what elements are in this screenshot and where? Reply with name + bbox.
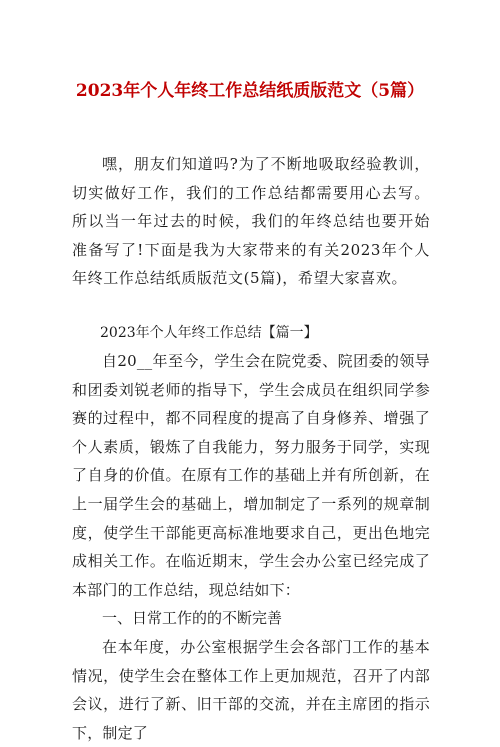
section-title: 2023年个人年终工作总结【篇一】 xyxy=(100,324,318,341)
document-body xyxy=(72,150,430,747)
body-paragraph-2: 在本年度，办公室根据学生会各部门工作的基本情况，使学生会在整体工作上更加规范，召开了内部会议，进行了新、旧干部的交流，并在主席团的指示下，制定了 xyxy=(72,637,430,742)
sub-heading-1: 一、日常工作的的不断完善 xyxy=(102,609,283,628)
body-paragraph-1: 自20__年至今，学生会在院党委、院团委的领导和团委刘锐老师的指导下，学生会成员在组织同学参赛的过程中，都不同程度的提高了自身修养、增强了个人素质，锻炼了自我能力，努力服务于同学，实现了自身的价值。在原有工作的基础上并有所创新，在上一届学生会的基础上，增加制定了一系列的规章制度，使学生干部能更高标准地要求自己，更出色地完成相关工作。在临近期末，学生会办公室已经完成了本部门的工作总结，现总结如下： xyxy=(72,351,430,599)
document-title: 2023年个人年终工作总结纸质版范文（5篇） xyxy=(75,81,425,101)
intro-paragraph: 嘿，朋友们知道吗?为了不断地吸取经验教训，切实做好工作，我们的工作总结都需要用心去写。所以当一年过去的时候，我们的年终总结也要开始准备写了!下面是我为大家带来的有关2023年个人年终工作总结纸质版范文(5篇)，希望大家喜欢。 xyxy=(72,155,430,288)
